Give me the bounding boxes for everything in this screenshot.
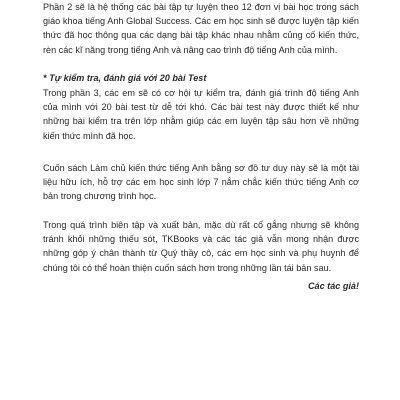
book-paragraph: Cuốn sách Làm chủ kiến thức tiếng Anh bằng sơ đồ tư duy này sẽ là một tài liệu hữu ích, hỗ trợ các em học sinh lớp 7 nắm chắc kiến thức tiếng Anh cơ bản trong chương trình học. (43, 163, 359, 202)
signature: Các tác giả! (307, 281, 359, 291)
intro-paragraph: Phần 2 sẽ là hệ thống các bài tập tự luyện theo 12 đơn vị bài học trong sách giáo khoa tiếng Anh Global Success. Các em học sinh sẽ được luyện tập kiến thức đã học thông qua các dạng bài tập khác nhau nhằm củng cố kiến thức, rèn các kĩ năng trong tiếng Anh và nâng cao trình độ tiếng Anh của mình. (43, 2, 359, 55)
section-heading: * Tự kiểm tra, đánh giá với 20 bài Test (43, 73, 207, 83)
final-paragraph: Trong quá trình biên tập và xuất bản, mặc dù rất cố gắng nhưng sẽ không tránh khỏi những thiếu sót, TKBooks và các tác giả vẫn mong nhận được những góp ý chân thành từ Quý thầy cô, các em học sinh và phụ huynh để chúng tôi có thể hoàn thiện cuốn sách hơn trong những lần tái bản sau. (43, 220, 359, 273)
tests-paragraph: Trong phần 3, các em sẽ có cơ hội tự kiểm tra, đánh giá trình độ tiếng Anh của mình với 20 bài test từ dễ tới khó. Các bài test này được thiết kế như những bài kiểm tra trên lớp nhằm giúp các em luyện tập sâu hơn về những kiến thức mình đã học. (43, 88, 359, 141)
document-page (43, 0, 359, 400)
